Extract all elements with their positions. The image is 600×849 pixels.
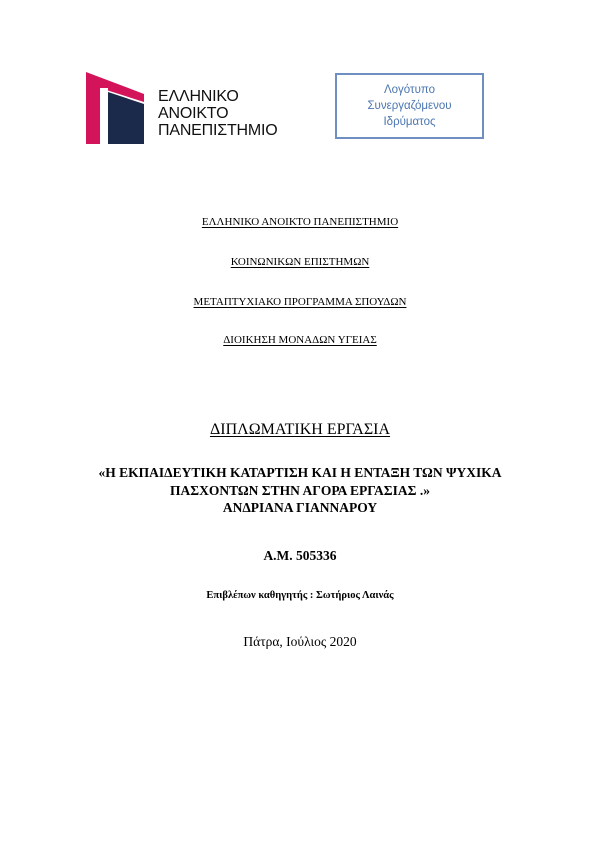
thesis-title-line-1: «Η ΕΚΠΑΙΔΕΥΤΙΚΗ ΚΑΤΑΡΤΙΣΗ ΚΑΙ Η ΕΝΤΑΞΗ ΤΩΝ ΨΥΧΙΚΑ <box>98 465 502 480</box>
program-name: ΜΕΤΑΠΤΥΧΙΑΚΟ ΠΡΟΓΡΑΜΜΑ ΣΠΟΥΔΩΝ <box>193 296 407 308</box>
logo-line-2: ΑΝΟΙΚΤΟ <box>158 105 229 122</box>
place-date: Πάτρα, Ιούλιος 2020 <box>243 634 357 649</box>
partner-logo-line-2: Συνεργαζόμενου <box>367 100 452 112</box>
logo-line-3: ΠΑΝΕΠΙΣΤΗΜΙΟ <box>158 122 278 139</box>
thesis-title-line-2: ΠΑΣΧΟΝΤΩΝ ΣΤΗΝ ΑΓΟΡΑ ΕΡΓΑΣΙΑΣ .» <box>170 483 430 498</box>
university-name: ΕΛΛΗΝΙΚΟ ΑΝΟΙΚΤΟ ΠΑΝΕΠΙΣΤΗΜΙΟ <box>201 216 399 228</box>
school-name: ΚΟΙΝΩΝΙΚΩΝ ΕΠΙΣΤΗΜΩΝ <box>230 256 370 268</box>
specialization-name: ΔΙΟΙΚΗΣΗ ΜΟΝΑΔΩΝ ΥΓΕΙΑΣ <box>223 334 377 346</box>
partner-logo-line-3: Ιδρύματος <box>383 116 436 128</box>
thesis-type-heading: ΔΙΠΛΩΜΑΤΙΚΗ ΕΡΓΑΣΙΑ <box>209 421 391 438</box>
supervisor: Επιβλέπων καθηγητής : Σωτήριος Λαινάς <box>206 590 394 601</box>
logo-line-1: ΕΛΛΗΝΙΚΟ <box>158 88 239 105</box>
partner-logo-line-1: Λογότυπο <box>383 84 436 96</box>
partner-logo-placeholder <box>335 73 484 139</box>
author-name: ΑΝΔΡΙΑΝΑ ΓΙΑΝΝΑΡΟΥ <box>222 500 378 515</box>
university-logo-text <box>158 88 278 139</box>
university-logo-mark <box>86 72 158 144</box>
university-logo <box>86 72 286 144</box>
student-id: Α.Μ. 505336 <box>263 548 337 563</box>
